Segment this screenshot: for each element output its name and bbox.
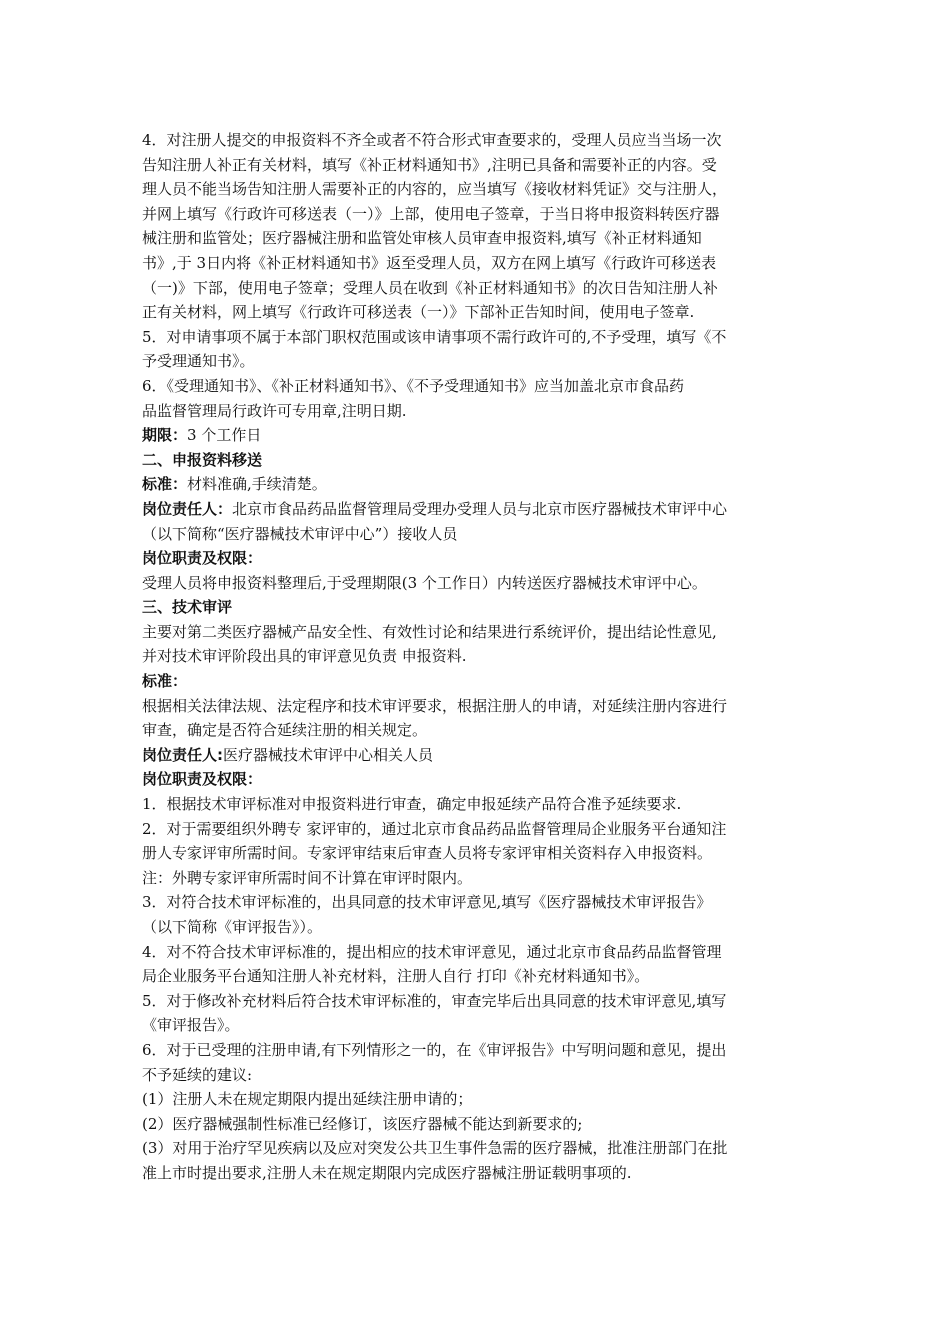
text-line [142, 325, 807, 350]
text-line [142, 989, 807, 1014]
line-text: （一)》下部，使用电子签章；受理人员在收到《补正材料通知书》的次日告知注册人补 [142, 278, 718, 297]
text-line [142, 399, 807, 424]
line-text: 书》,于 3日内将《补正材料通知书》返至受理人员，双方在网上填写《行政许可移送表 [142, 253, 717, 272]
bold-label: 标准： [142, 672, 188, 691]
bold-label: 期限： [142, 426, 188, 445]
text-line [142, 1112, 807, 1137]
text-line [142, 1063, 807, 1088]
heading-line [142, 423, 807, 448]
text-line [142, 177, 807, 202]
text-line [142, 349, 807, 374]
text-line [142, 1013, 807, 1038]
line-text: 受理人员将申报资料整理后,于受理期限(3 个工作日）内转送医疗器械技术审评中心。 [142, 573, 707, 592]
document-body [142, 128, 807, 1186]
heading-line [142, 743, 807, 768]
line-text: 主要对第二类医疗器械产品安全性、有效性讨论和结果进行系统评价，提出结论性意见, [142, 622, 717, 641]
text-line [142, 915, 807, 940]
line-text: 北京市食品药品监督管理局受理办受理人员与北京市医疗器械技术审评中心 [232, 499, 728, 518]
line-text: （以下简称《审评报告》）。 [142, 918, 323, 936]
text-line [142, 1087, 807, 1112]
text-line [142, 866, 807, 891]
line-text: 医疗器械技术审评中心相关人员 [223, 745, 434, 764]
line-text: 品监督管理局行政许可专用章,注明日期. [142, 401, 407, 420]
line-text: 理人员不能当场告知注册人需要补正的内容的，应当填写《接收材料凭证》交与注册人， [142, 180, 728, 199]
text-line [142, 374, 807, 399]
heading-line [142, 546, 807, 571]
text-line [142, 1136, 807, 1161]
line-text: 正有关材料，网上填写《行政许可移送表（一）》下部补正告知时间，使用电子签章. [142, 303, 695, 322]
line-text: 根据相关法律法规、法定程序和技术审评要求，根据注册人的申请，对延续注册内容进行 [142, 696, 728, 715]
line-text: 册人专家评审所需时间。专家评审结束后审查人员将专家评审相关资料存入申报资料。 [142, 844, 713, 863]
bold-label: 岗位责任人: [142, 745, 223, 764]
text-line [142, 718, 807, 743]
bold-label: 岗位职责及权限： [142, 770, 263, 789]
text-line [142, 276, 807, 301]
bold-label: 三、技术审评 [142, 598, 233, 617]
text-line [142, 817, 807, 842]
text-line [142, 1161, 807, 1186]
heading-line [142, 767, 807, 792]
text-line [142, 226, 807, 251]
text-line [142, 964, 807, 989]
line-text: 6．对于已受理的注册申请,有下列情形之一的，在《审评报告》中写明问题和意见，提出 [142, 1040, 727, 1059]
line-text: 5．对于修改补充材料后符合技术审评标准的，审查完毕后出具同意的技术审评意见,填写 [142, 991, 727, 1010]
line-text: 并网上填写《行政许可移送表（一）》上部，使用电子签章，于当日将申报资料转医疗器 [142, 204, 720, 223]
line-text: 局企业服务平台通知注册人补充材料，注册人自行 打印《补充材料通知书》。 [142, 967, 650, 986]
text-line [142, 890, 807, 915]
heading-line [142, 448, 807, 473]
heading-line [142, 669, 807, 694]
text-line [142, 940, 807, 965]
line-text: 准上市时提出要求,注册人未在规定期限内完成医疗器械注册证载明事项的. [142, 1163, 632, 1182]
text-line [142, 1038, 807, 1063]
line-text: 6．《受理通知书》、《补正材料通知书》、《不予受理通知书》应当加盖北京市食品药 [142, 376, 685, 395]
line-text: 不予延续的建议: [142, 1065, 253, 1084]
line-text: 告知注册人补正有关材料，填写《补正材料通知书》,注明已具备和需要补正的内容。受 [142, 155, 717, 174]
line-text: 并对技术审评阶段出具的审评意见负责 申报资料. [142, 647, 467, 666]
text-line [142, 694, 807, 719]
line-text: 1．根据技术审评标准对申报资料进行审查，确定申报延续产品符合准予延续要求. [142, 795, 682, 814]
text-line [142, 792, 807, 817]
line-text: 2．对于需要组织外聘专 家评审的，通过北京市食品药品监督管理局企业服务平台通知注 [142, 819, 727, 838]
text-line [142, 644, 807, 669]
text-line [142, 128, 807, 153]
line-text: 4．对不符合技术审评标准的，提出相应的技术审评意见，通过北京市食品药品监督管理 [142, 942, 722, 961]
text-line [142, 300, 807, 325]
line-text: （以下简称“医疗器械技术审评中心”）接收人员 [142, 524, 458, 543]
line-text: (2）医疗器械强制性标准已经修订，该医疗器械不能达到新要求的; [142, 1114, 583, 1133]
text-line [142, 202, 807, 227]
bold-label: 标准： [142, 475, 188, 494]
line-text: (1）注册人未在规定期限内提出延续注册申请的； [142, 1090, 473, 1109]
line-text: 4．对注册人提交的申报资料不齐全或者不符合形式审查要求的，受理人员应当当场一次 [142, 131, 722, 149]
line-text: 材料准确,手续清楚。 [187, 475, 327, 494]
line-text: 予受理通知书》。 [142, 352, 255, 371]
line-text: 《审评报告》。 [142, 1016, 240, 1035]
bold-label: 岗位职责及权限： [142, 549, 263, 568]
text-line [142, 522, 807, 547]
line-text: 注：外聘专家评审所需时间不计算在审评时限内。 [142, 868, 473, 887]
heading-line [142, 472, 807, 497]
line-text: (3）对用于治疗罕见疾病以及应对突发公共卫生事件急需的医疗器械，批准注册部门在批 [142, 1139, 728, 1158]
heading-line [142, 497, 807, 522]
text-line [142, 153, 807, 178]
line-text: 3 个工作日 [187, 426, 262, 445]
text-line [142, 251, 807, 276]
bold-label: 二、申报资料移送 [142, 450, 263, 469]
bold-label: 岗位责任人： [142, 499, 233, 518]
line-text: 械注册和监管处；医疗器械注册和监管处审核人员审查申报资料,填写《补正材料通知 [142, 229, 702, 248]
heading-line [142, 595, 807, 620]
text-line [142, 620, 807, 645]
line-text: 3．对符合技术审评标准的，出具同意的技术审评意见,填写《医疗器械技术审评报告》 [142, 893, 712, 912]
text-line [142, 841, 807, 866]
line-text: 5．对申请事项不属于本部门职权范围或该申请事项不需行政许可的,不予受理，填写《不 [142, 327, 727, 346]
text-line [142, 571, 807, 596]
line-text: 审查，确定是否符合延续注册的相关规定。 [142, 721, 428, 740]
